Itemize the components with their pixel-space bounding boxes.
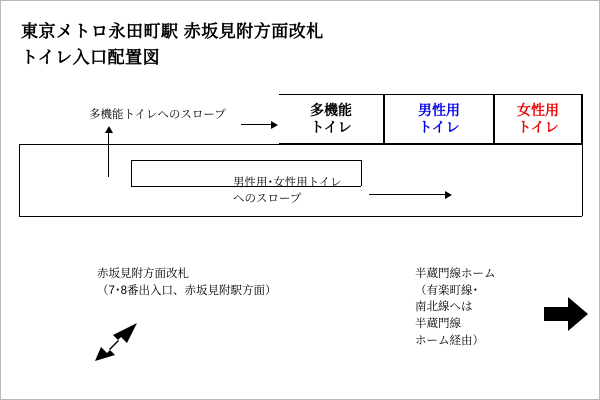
label-slope-to-multi: 多機能トイレへのスロープ [89,109,226,121]
wall-top-left [19,144,279,145]
room-mens-toilet [384,94,494,144]
room-female-label-1: 女性用 [517,101,559,118]
wall-left [19,144,20,216]
arrow-right-icon [544,297,588,331]
caption-platform-line5: ホーム経由） [415,334,484,347]
wall-bottom [19,216,582,217]
room-male-label-1: 男性用 [418,101,460,118]
caption-gate-line1: 赤坂見附方面改札 [97,268,189,280]
caption-platform-line1: 半蔵門線ホーム [415,268,496,280]
arrow-up-left-line [108,132,109,176]
room-multi-label-1: 多機能 [310,101,352,118]
caption-platform-line2: （有楽町線･ [415,284,479,297]
caption-platform-line4: 半蔵門線 [415,318,461,331]
caption-platform-line3: 南北線へは [415,301,473,314]
room-multi-purpose-toilet [279,94,384,144]
room-female-label-2: トイレ [517,119,559,135]
room-multi-label-2: トイレ [310,119,352,135]
room-male-label-2: トイレ [418,119,460,135]
room-womens-toilet [494,94,582,144]
caption-gate-line2: （7･8番出入口、赤坂見附駅方面） [97,284,277,297]
caption-platform [415,266,496,349]
wall-right-upper [582,94,583,144]
arrow-slope-mf-head [445,191,452,199]
arrow-down-left-icon [93,321,139,363]
floor-plan [1,86,600,236]
title-line-1: 東京メトロ永田町駅 赤坂見附方面改札 [21,22,324,41]
corridor-wall-inner [131,160,361,161]
arrow-slope-multi-line [241,124,273,125]
corridor-wall-top [279,144,582,145]
caption-gate [97,266,277,299]
corridor-wall-inner-right [361,160,362,186]
corridor-wall-inner-left [131,160,132,186]
title-line-2: トイレ入口配置図 [21,47,161,67]
label-slope-to-mf-line1: 男性用･女性用トイレ [233,177,342,189]
arrow-up-left-base [108,176,109,177]
label-slope-to-mf [233,176,342,207]
label-slope-to-mf-line2: へのスロープ [233,192,302,205]
page-title [21,19,324,70]
arrow-slope-mf-line [369,194,447,195]
wall-right [582,144,583,216]
arrow-up-left-head [105,126,113,133]
arrow-slope-multi-head [271,121,278,129]
